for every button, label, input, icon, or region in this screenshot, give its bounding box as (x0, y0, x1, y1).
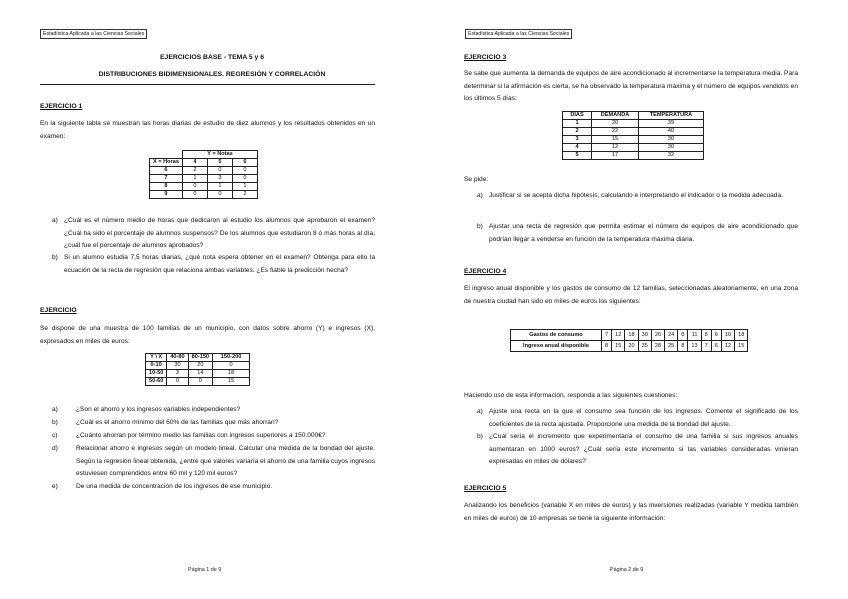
table-cell: 4 (563, 144, 592, 152)
item-label: b) (52, 254, 58, 261)
table-cell: 0 (182, 183, 207, 191)
item-text: Ajuste una recta en la que el consumo sea función de los ingresos. Comente el significado de los coeficientes de la recta ajustada. Proporcione una medida de la bondad del ajuste. (489, 408, 798, 428)
table-cell: 30 (638, 330, 651, 341)
table-row (563, 120, 704, 128)
table-cell: 0 (182, 191, 207, 199)
table-cell: 24 (665, 330, 678, 341)
table-row (150, 175, 258, 183)
item-text: Ajustar una recta de regresión que permita estimar el número de equipos de aire acondicionado que podrían llegar a venderse en función de la temperatura máxima diaria. (489, 223, 798, 243)
exercise-4-item-a (477, 406, 798, 431)
table-cell: 6 (150, 167, 183, 175)
table-col-header: DÍAS (563, 112, 592, 120)
table-cell: 15 (592, 136, 639, 144)
table-cell: 10-50 (146, 370, 167, 378)
table-cell: 0-10 (146, 362, 167, 370)
table-cell: 2 (232, 191, 257, 199)
table-cell: 1 (563, 120, 592, 128)
page-subtitle: DISTRIBUCIONES BIDIMENSIONALES. REGRESIÓN Y CORRELACIÓN (98, 71, 326, 78)
table-cell: 40 (639, 128, 704, 136)
exercise-2-item-b (52, 417, 375, 430)
table-cell: 30 (639, 136, 704, 144)
table-row (563, 144, 704, 152)
table-cell: 20 (651, 330, 664, 341)
page-title: EJERCICIOS BASE - TEMA 5 y 6 (160, 54, 264, 61)
table-col-header: 80-150 (188, 354, 212, 362)
table-cell: 7 (602, 330, 612, 341)
exercise-1-heading: EJERCICIO 1 (40, 103, 83, 110)
item-text: Si un alumno estudia 7,5 horas diarias, ¿qué nota espera obtener en el examen? Obtenga para ello la ecuación de la recta de regresión que relaciona ambas variables. ¿Es fiable la predicción hecha? (64, 254, 375, 274)
exercise-5-intro: Analizando los beneficios (variable X en miles de euros) y las inversiones realizadas (variable Y medida también en miles de euros) de 10 empresas se tiene la siguiente información: (464, 502, 798, 522)
title-divider (40, 84, 375, 85)
exercise-4-outro: Haciendo uso de esta información, responda a las siguientes cuestiones: (464, 392, 678, 399)
table-cell: 17 (592, 152, 639, 160)
item-label: a) (52, 406, 58, 413)
table-col-header: 4 (182, 159, 207, 167)
item-label: b) (477, 433, 483, 440)
item-text: Relacionar ahorro e ingresos según un modelo lineal. Calcular una medida de la bondad del ajuste. Según la regresión lineal obtenida, ¿entre qué valores variaría el ahorro de una familia cuyos ingresos estuviesen comprendidos entre 60 mil y 120 mil euros? (76, 445, 375, 477)
table-cell: 3 (167, 370, 188, 378)
table-cell: 35 (638, 341, 651, 352)
table-cell: 28 (651, 341, 664, 352)
exercise-4-table (510, 329, 748, 352)
table-corner-empty (150, 151, 183, 159)
table-row-label: Ingreso anual disponible (511, 341, 602, 352)
table-cell: 3 (563, 136, 592, 144)
item-label: b) (477, 223, 483, 230)
table-row-header: X = Horas (150, 159, 183, 167)
exercise-1-item-b (52, 252, 375, 277)
exercise-2-item-d (52, 443, 375, 481)
exercise-4-heading: EJERCICIO 4 (464, 268, 507, 275)
course-header-label: Estadística Aplicada a las Ciencias Sociales (465, 29, 572, 39)
table-row (511, 330, 748, 341)
table-row (146, 362, 250, 370)
item-text: ¿Son el ahorro y los ingresos variables independientes? (76, 406, 241, 413)
table-cell: 8 (701, 330, 711, 341)
exercise-3-intro: Se sabe que aumenta la demanda de equipos de aire acondicionado al incrementarse la temperatura media. Para determinar si la afirmación es cierta, se ha observado la temperatura máxima y el número de equipos vendidos en los últimos 5 días: (464, 70, 798, 102)
table-corner: Y \ X (146, 354, 167, 362)
table-cell: 6 (711, 330, 721, 341)
table-row (150, 183, 258, 191)
table-cell: 32 (639, 152, 704, 160)
exercise-3-item-b (477, 221, 798, 246)
table-cell: 6 (711, 341, 721, 352)
item-text: ¿Cuál sería el incremento que experimentaría el consumo de una familia si sus ingresos anuales aumentaran en 1000 euros? ¿Cuál sería este incremento si las variables consideradas vinieran expresadas en miles de dólares? (489, 433, 798, 465)
table-cell: 13 (688, 341, 701, 352)
table-cell: 1 (232, 183, 257, 191)
table-cell: 30 (167, 362, 188, 370)
table-cell: 8 (678, 341, 688, 352)
table-cell: 0 (207, 167, 232, 175)
table-cell: 39 (639, 120, 704, 128)
item-label: a) (477, 408, 483, 415)
item-text: ¿Cuánto ahorran por término medio las familias con ingresos superiores a 150.000€? (76, 432, 326, 439)
table-cell: 8 (150, 183, 183, 191)
table-cell: 14 (188, 370, 212, 378)
table-cell: 2 (182, 167, 207, 175)
table-col-header: TEMPERATURA (639, 112, 704, 120)
table-row (146, 378, 250, 386)
table-cell: 20 (188, 362, 212, 370)
table-cell: 9 (150, 191, 183, 199)
item-text: De una medida de concentración de los ingresos de ese municipio. (76, 483, 273, 490)
table-row (563, 128, 704, 136)
table-col-group: Y = Notas (182, 151, 257, 159)
page-2 (424, 0, 848, 599)
table-cell: 7 (150, 175, 183, 183)
table-cell: 22 (592, 128, 639, 136)
exercise-4-intro: El ingreso anual disponible y los gastos de consumo de 12 familias, seleccionadas aleatoriamente, en una zona de nuestra ciudad han sido en miles de euros los siguientes: (464, 285, 798, 305)
table-cell: 0 (207, 191, 232, 199)
table-cell: 8 (602, 341, 612, 352)
item-label: d) (52, 445, 58, 452)
table-cell: 1 (182, 175, 207, 183)
item-text: Justificar si se acepta dicha hipótesis, calculando e interpretando el indicador o la medida adecuada. (489, 192, 783, 199)
item-label: a) (52, 217, 58, 224)
table-cell: 3 (207, 175, 232, 183)
table-col-header: 5 (207, 159, 232, 167)
exercise-2-item-a (52, 404, 375, 417)
exercise-1-table (149, 150, 258, 199)
item-text: ¿Cuál es el ahorro mínimo del 60% de las familias que más ahorran? (76, 419, 279, 426)
exercise-5-heading: EJERCICIO 5 (464, 485, 507, 492)
table-col-header: DEMANDA (592, 112, 639, 120)
table-cell: 15 (213, 378, 250, 386)
page-footer: Página 1 de 9 (188, 567, 222, 573)
table-cell: 20 (592, 120, 639, 128)
exercise-3-item-a (477, 190, 798, 203)
page-footer: Página 2 de 9 (610, 567, 644, 573)
item-label: a) (477, 192, 483, 199)
table-cell: 0 (188, 378, 212, 386)
table-row (563, 152, 704, 160)
table-cell: 20 (625, 341, 638, 352)
table-row (511, 341, 748, 352)
table-cell: 12 (721, 341, 734, 352)
table-cell: 18 (625, 330, 638, 341)
table-col-header: 40-80 (167, 354, 188, 362)
table-row (146, 370, 250, 378)
table-cell: 0 (232, 167, 257, 175)
table-cell: 25 (665, 341, 678, 352)
item-label: c) (52, 432, 58, 439)
course-header-label: Estadística Aplicada a las Ciencias Sociales (40, 29, 147, 39)
exercise-3-table (562, 111, 704, 160)
table-cell: 10 (721, 330, 734, 341)
table-cell: 0 (213, 362, 250, 370)
table-cell: 0 (167, 378, 188, 386)
table-cell: 2 (563, 128, 592, 136)
table-cell: 15 (735, 341, 748, 352)
table-cell: 18 (735, 330, 748, 341)
item-label: b) (52, 419, 58, 426)
table-cell: 5 (563, 152, 592, 160)
table-cell: 18 (213, 370, 250, 378)
exercise-2-item-e (52, 481, 375, 494)
table-row (150, 191, 258, 199)
table-row (563, 136, 704, 144)
table-cell: 0 (232, 175, 257, 183)
table-cell: 1 (207, 183, 232, 191)
item-label: e) (52, 483, 58, 490)
exercise-2-table (145, 353, 250, 386)
exercise-2-intro: Se dispone de una muestra de 100 familias de un municipio, con datos sobre ahorro (Y) e ingresos (X), expresados en miles de euros: (40, 325, 375, 345)
exercise-2-item-c (52, 430, 375, 443)
table-col-header: 6 (232, 159, 257, 167)
table-row-label: Gastos de consumo (511, 330, 602, 341)
exercise-2-heading: EJERCICIO (40, 307, 77, 314)
table-cell: 15 (612, 341, 625, 352)
exercise-4-item-b (477, 431, 798, 469)
table-cell: 30 (639, 144, 704, 152)
table-cell: 7 (701, 341, 711, 352)
exercise-3-heading: EJERCICIO 3 (464, 54, 507, 61)
item-text: ¿Cuál es el número medio de horas que dedicaron al estudio los alumnos que aprobaron el examen? ¿Cuál ha sido el porcentaje de alumnos suspensos? De los alumnos que estudiaron 8 ó más horas al día, ¿cuál fue el porcentaje de alumnos aprobados? (64, 217, 375, 249)
table-row (150, 167, 258, 175)
exercise-1-intro: En la siguiente tabla se muestran las horas diarias de estudio de diez alumnos y los resultados obtenidos en un examen: (40, 120, 375, 140)
se-pide-label: Se pide: (464, 176, 489, 183)
table-col-header: 150-200 (213, 354, 250, 362)
exercise-1-item-a (52, 215, 375, 253)
table-cell: 12 (612, 330, 625, 341)
table-cell: 11 (688, 330, 701, 341)
table-cell: 12 (592, 144, 639, 152)
table-cell: 8 (678, 330, 688, 341)
table-cell: 50-60 (146, 378, 167, 386)
